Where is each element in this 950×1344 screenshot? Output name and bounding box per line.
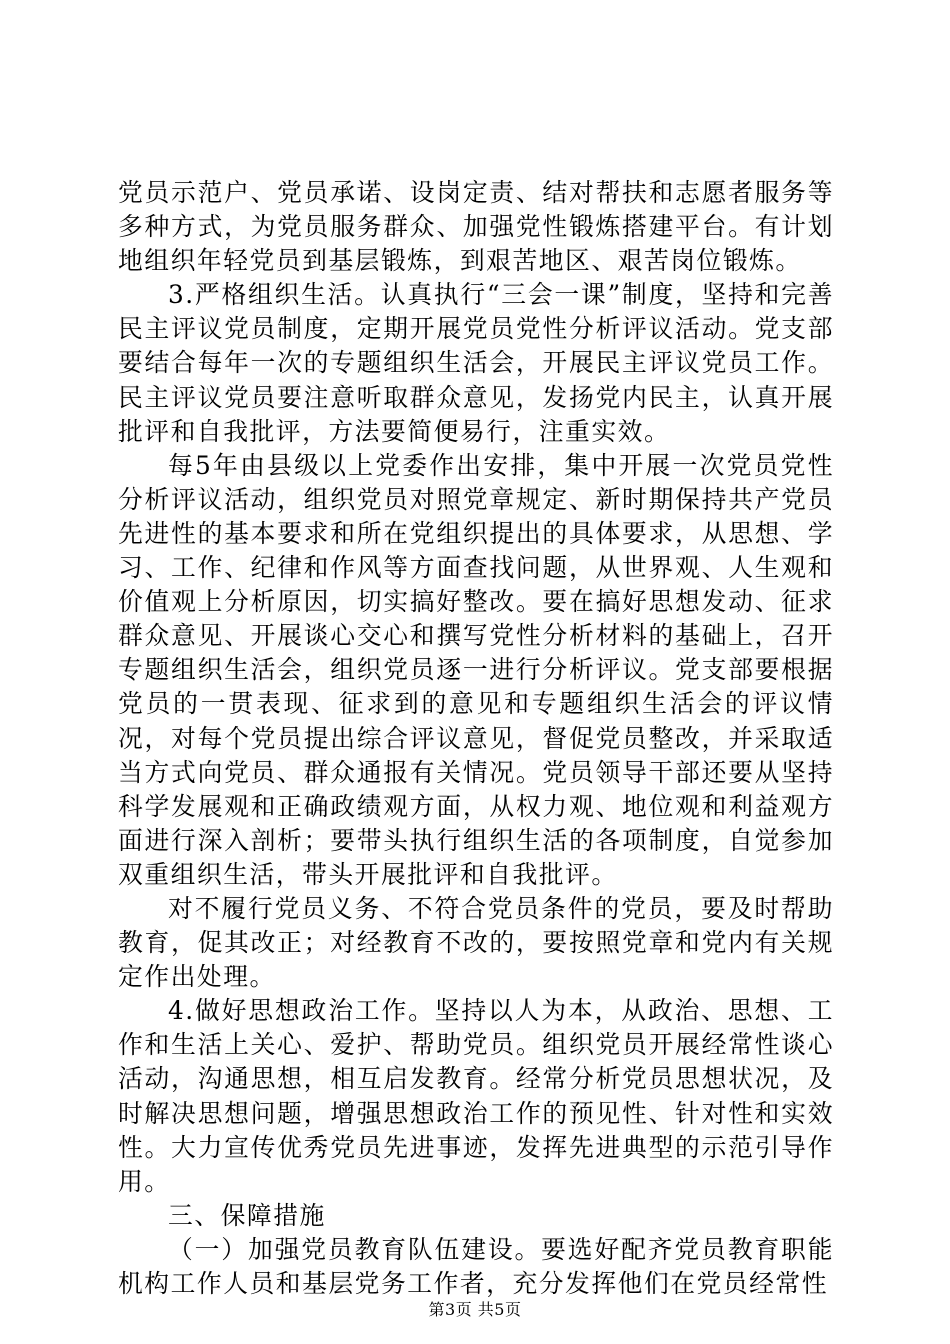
document-body [118, 176, 834, 1301]
paragraph-5: 4.做好思想政治工作。坚持以人为本，从政治、思想、工作和生活上关心、爱护、帮助党员。组织党员开展经常性谈心活动，沟通思想，相互启发教育。经常分析党员思想状况，及时解决思想问题，增强思想政治工作的预见性、针对性和实效性。大力宣传优秀党员先进事迹，发挥先进典型的示范引导作用。 [118, 996, 834, 1196]
paragraph-1: 党员示范户、党员承诺、设岗定责、结对帮扶和志愿者服务等多种方式，为党员服务群众、加强党性锻炼搭建平台。有计划地组织年轻党员到基层锻炼，到艰苦地区、艰苦岗位锻炼。 [118, 178, 834, 276]
section-heading: 三、保障措施 [168, 1200, 326, 1230]
paragraph-4: 对不履行党员义务、不符合党员条件的党员，要及时帮助教育，促其改正；对经教育不改的，要按照党章和党内有关规定作出处理。 [118, 893, 834, 992]
paragraph-3: 每5年由县级以上党委作出安排，集中开展一次党员党性分析评议活动，组织党员对照党章规定、新时期保持共产党员先进性的基本要求和所在党组织提出的具体要求，从思想、学习、工作、纪律和作风等方面查找问题，从世界观、人生观和价值观上分析原因，切实搞好整改。要在搞好思想发动、征求群众意见、开展谈心交心和撰写党性分析材料的基础上，召开专题组织生活会，组织党员逐一进行分析评议。党支部要根据党员的一贯表现、征求到的意见和专题组织生活会的评议情况，对每个党员提出综合评议意见，督促党员整改，并采取适当方式向党员、群众通报有关情况。党员领导干部还要从坚持科学发展观和正确政绩观方面，从权力观、地位观和利益观方面进行深入剖析；要带头执行组织生活的各项制度，自觉参加双重组织生活，带头开展批评和自我批评。 [118, 450, 834, 889]
paragraph-2: 3.严格组织生活。认真执行“三会一课”制度，坚持和完善民主评议党员制度，定期开展党员党性分析评议活动。党支部要结合每年一次的专题组织生活会，开展民主评议党员工作。民主评议党员要注意听取群众意见，发扬党内民主，认真开展批评和自我批评，方法要简便易行，注重实效。 [118, 280, 834, 446]
page-number-footer: 第3页 共5页 [428, 1300, 522, 1319]
paragraph-7: （一）加强党员教育队伍建设。要选好配齐党员教育职能机构工作人员和基层党务工作者，充分发挥他们在党员经常性 [118, 1234, 834, 1298]
